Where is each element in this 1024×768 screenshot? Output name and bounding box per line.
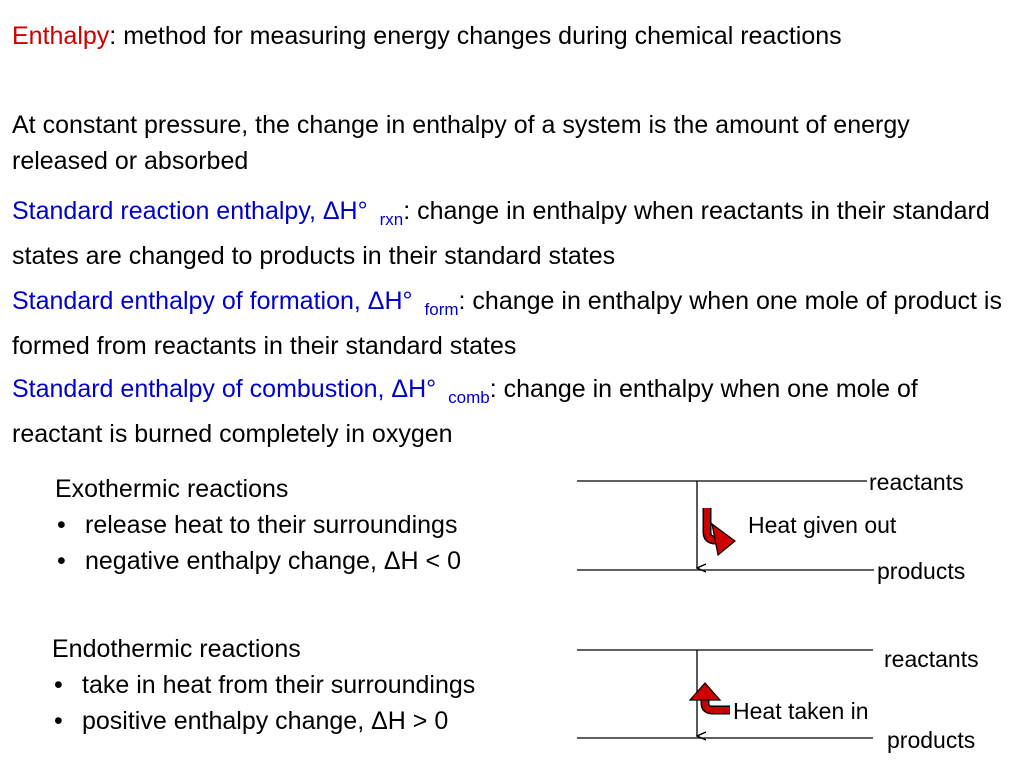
- combustion-enthalpy-text: : change in enthalpy when one mole of reactant is burned completely in oxygen: [12, 375, 918, 448]
- reaction-enthalpy-text: : change in enthalpy when reactants in their standard states are changed to products in their standard states: [12, 197, 990, 270]
- formation-enthalpy-text: : change in enthalpy when one mole of product is formed from reactants in their standard states: [12, 287, 1002, 360]
- bullet-icon: •: [54, 707, 63, 735]
- bullet-icon: •: [54, 671, 63, 699]
- exothermic-bullet-text: negative enthalpy change, ΔH < 0: [85, 547, 461, 575]
- endothermic-bullet-text: take in heat from their surroundings: [82, 671, 476, 699]
- exo-heat-label: Heat given out: [748, 512, 897, 538]
- exo-products-label: products: [877, 558, 966, 584]
- exothermic-bullet-text: release heat to their surroundings: [85, 511, 458, 539]
- heat-in-arrow-icon: [690, 683, 730, 710]
- enthalpy-term: Enthalpy: [12, 22, 110, 50]
- constant-pressure-text: At constant pressure, the change in enthalpy of a system is the amount of energy released or absorbed: [12, 111, 910, 175]
- bullet-icon: •: [57, 547, 66, 575]
- endo-reactants-label: reactants: [884, 646, 979, 672]
- enthalpy-definition-text: : method for measuring energy changes during chemical reactions: [109, 22, 842, 50]
- endo-heat-label: Heat taken in: [733, 698, 869, 724]
- reaction-enthalpy-term: Standard reaction enthalpy, ΔH°: [12, 197, 368, 225]
- combustion-enthalpy-subscript: comb: [448, 388, 490, 407]
- formation-enthalpy-term: Standard enthalpy of formation, ΔH°: [12, 287, 413, 315]
- heat-out-arrow-icon: [707, 508, 735, 555]
- formation-enthalpy-subscript: form: [424, 300, 459, 319]
- endothermic-bullet-text: positive enthalpy change, ΔH > 0: [82, 707, 449, 735]
- combustion-enthalpy-term: Standard enthalpy of combustion, ΔH°: [12, 375, 437, 403]
- exothermic-heading: Exothermic reactions: [55, 475, 289, 503]
- exo-reactants-label: reactants: [869, 469, 964, 495]
- endothermic-heading: Endothermic reactions: [52, 635, 301, 663]
- reaction-enthalpy-subscript: rxn: [379, 210, 404, 229]
- endo-products-label: products: [887, 727, 976, 753]
- bullet-icon: •: [57, 511, 66, 539]
